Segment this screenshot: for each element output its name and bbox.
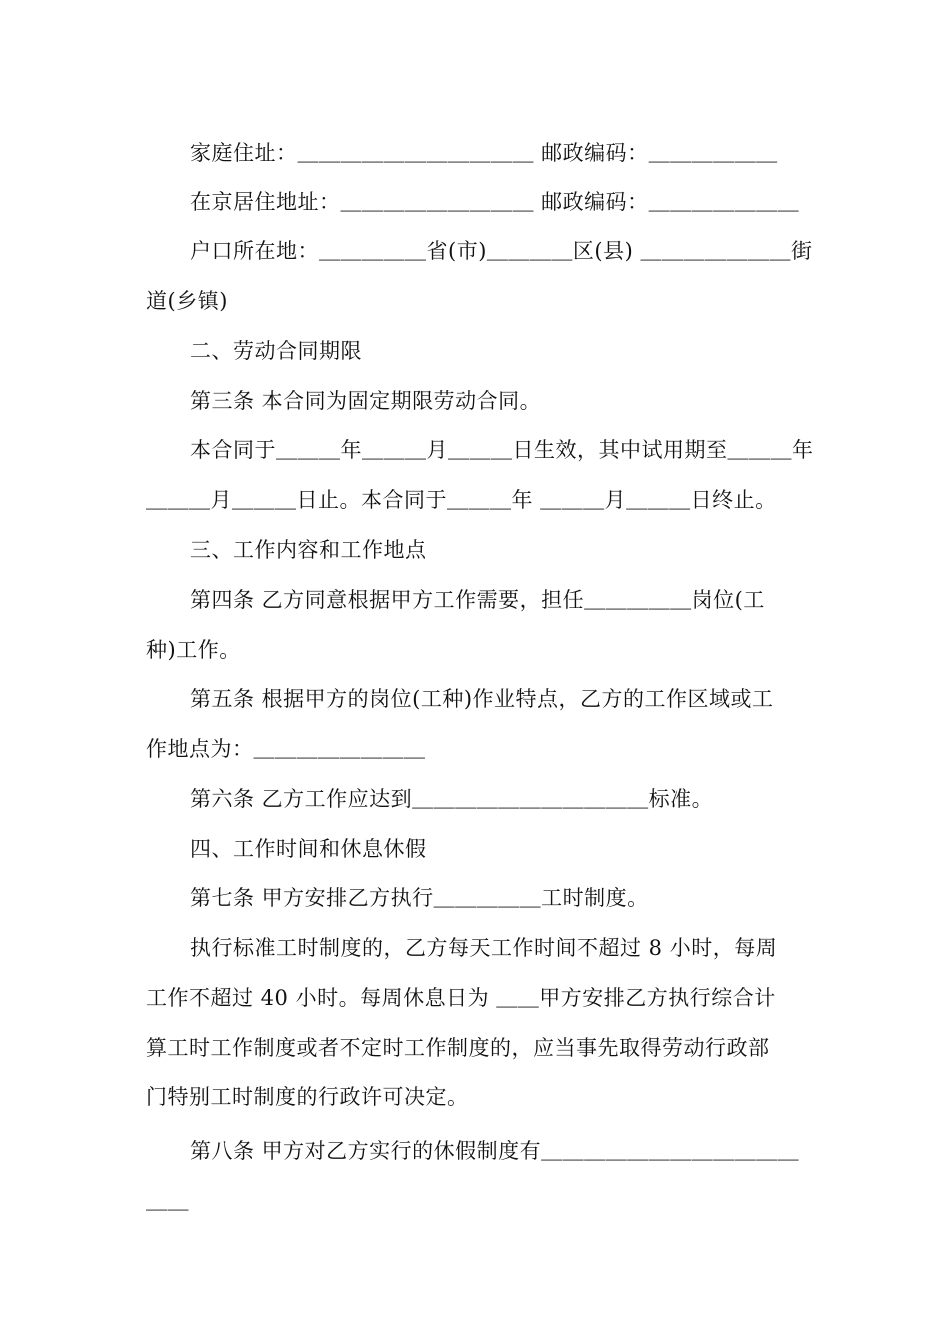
standard-hours-paragraph-line-3: 算工时工作制度或者不定时工作制度的，应当事先取得劳动行政部: [146, 1036, 770, 1060]
beijing-address-line: 在京居住地址：＿＿＿＿＿＿＿＿＿ 邮政编码：＿＿＿＿＿＿＿: [190, 190, 800, 214]
article-3: 第三条 本合同为固定期限劳动合同。: [190, 389, 542, 413]
article-8: 第八条 甲方对乙方实行的休假制度有＿＿＿＿＿＿＿＿＿＿＿＿: [190, 1139, 800, 1163]
contract-dates-line: 本合同于＿＿＿年＿＿＿月＿＿＿日生效，其中试用期至＿＿＿年: [190, 438, 814, 462]
article-6: 第六条 乙方工作应达到＿＿＿＿＿＿＿＿＿＿＿标准。: [190, 787, 714, 811]
household-registration-continued: 道(乡镇): [146, 289, 228, 313]
article-7: 第七条 甲方安排乙方执行＿＿＿＿＿工时制度。: [190, 886, 649, 910]
contract-dates-continued: ＿＿＿月＿＿＿日止。本合同于＿＿＿年 ＿＿＿月＿＿＿日终止。: [146, 488, 777, 512]
section-heading-term: 二、劳动合同期限: [190, 339, 362, 363]
article-5-continued: 作地点为：＿＿＿＿＿＿＿＿: [146, 737, 426, 761]
article-5: 第五条 根据甲方的岗位(工种)作业特点，乙方的工作区域或工: [190, 687, 774, 711]
section-heading-work-content: 三、工作内容和工作地点: [190, 538, 427, 562]
article-4-continued: 种)工作。: [146, 638, 241, 662]
article-4: 第四条 乙方同意根据甲方工作需要，担任＿＿＿＿＿岗位(工: [190, 588, 765, 612]
standard-hours-paragraph-line-2: 工作不超过 40 小时。每周休息日为 ＿＿甲方安排乙方执行综合计: [146, 986, 776, 1010]
household-registration-line: 户口所在地：＿＿＿＿＿省(市)＿＿＿＿区(县) ＿＿＿＿＿＿＿街: [190, 239, 813, 263]
standard-hours-paragraph-line-4: 门特别工时制度的行政许可决定。: [146, 1085, 469, 1109]
section-heading-working-hours: 四、工作时间和休息休假: [190, 837, 427, 861]
article-8-continued: ＿＿: [146, 1189, 189, 1213]
standard-hours-paragraph: 执行标准工时制度的，乙方每天工作时间不超过 8 小时，每周: [190, 936, 778, 960]
home-address-line: 家庭住址：＿＿＿＿＿＿＿＿＿＿＿ 邮政编码：＿＿＿＿＿＿: [190, 141, 778, 165]
